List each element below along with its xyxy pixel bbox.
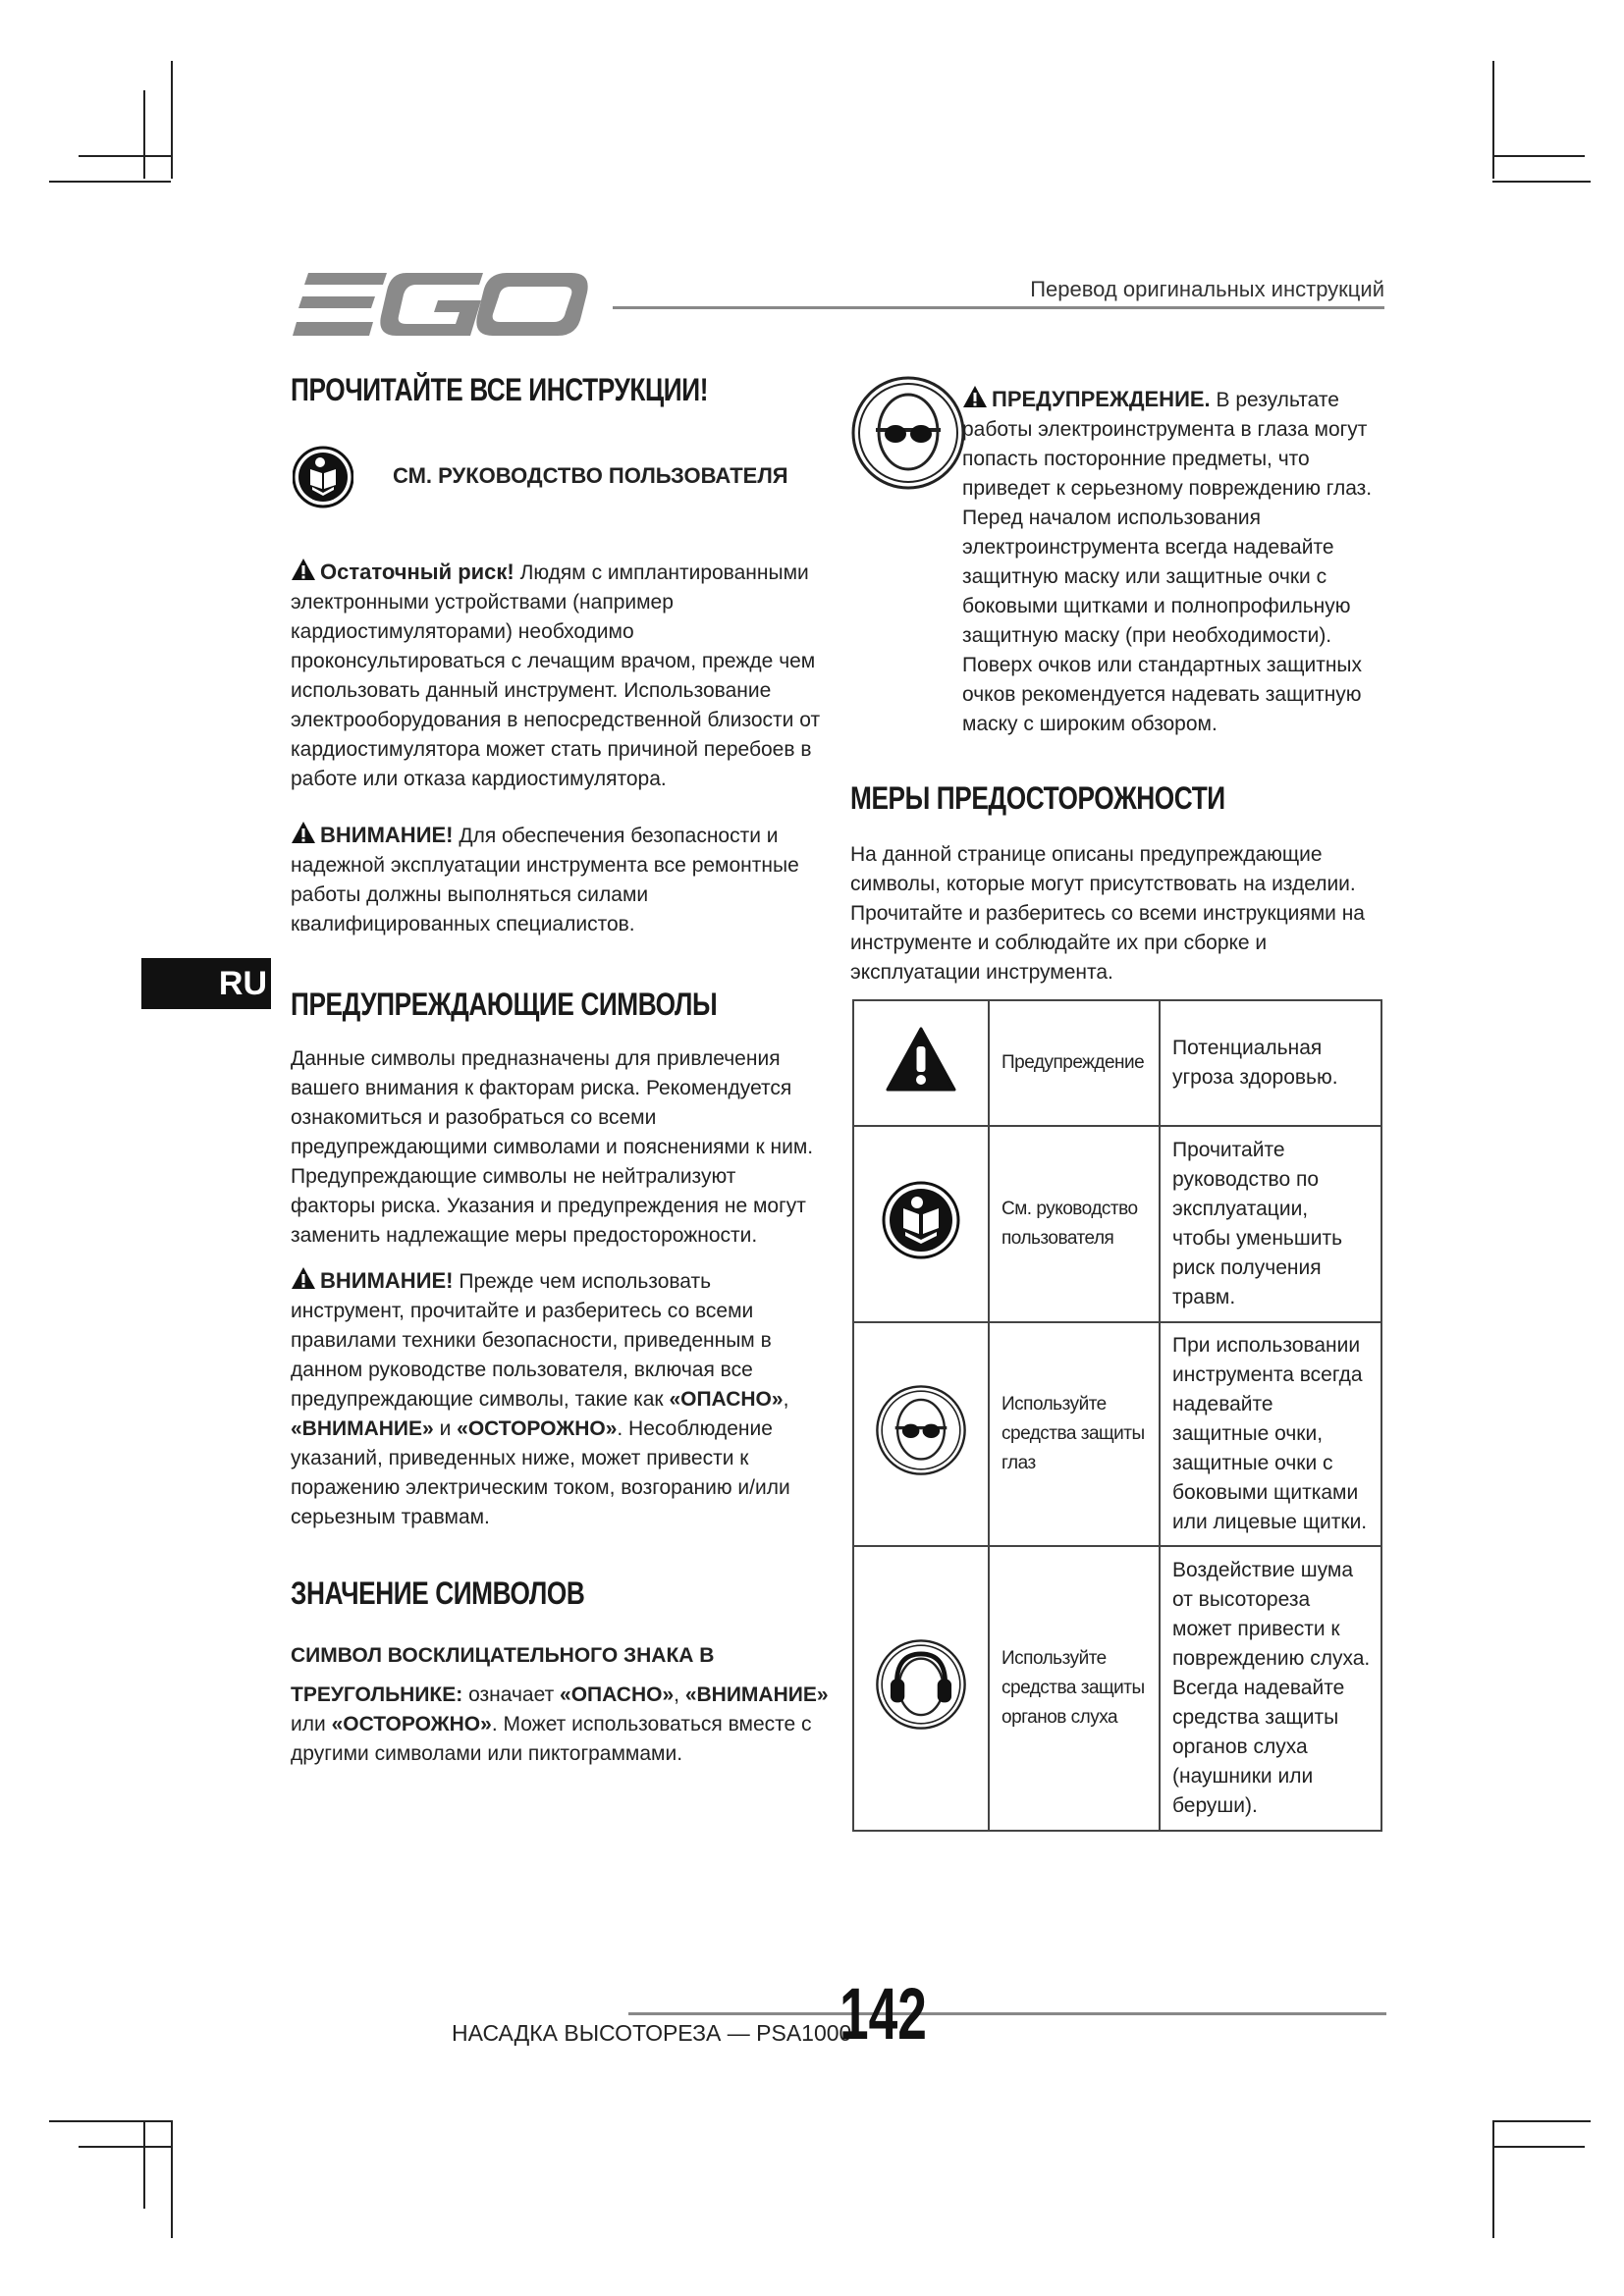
crop-mark [1492, 61, 1494, 179]
warning-triangle-icon [291, 1266, 316, 1290]
crop-mark [143, 90, 145, 179]
crop-mark [79, 155, 171, 157]
header-rule [613, 306, 1384, 309]
footer-rule [628, 2012, 1386, 2015]
attention-rules-lead: ВНИМАНИЕ! [320, 1268, 454, 1293]
crop-mark [1492, 181, 1591, 183]
warning-triangle-icon [962, 385, 988, 408]
eye-protection-icon [850, 375, 966, 491]
table-symbol-desc: Воздействие шума от высотореза может привести к повреждению слуха. Всегда надевайте средства защиты органов слуха (наушники или беруши). [1160, 1546, 1381, 1831]
table-row [853, 1126, 1381, 1322]
table-row [853, 1546, 1381, 1831]
table-icon-cell [853, 1000, 989, 1126]
crop-mark [49, 181, 171, 183]
footer-product: НАСАДКА ВЫСОТОРЕЗА — PSA1000 [452, 2020, 852, 2046]
danger-keyword: «ОПАСНО» [669, 1388, 784, 1411]
language-tab-label: RU [218, 965, 267, 1002]
attention-paragraph [291, 821, 801, 939]
attention-lead: ВНИМАНИЕ! [320, 823, 454, 847]
crop-mark [171, 2120, 173, 2238]
table-icon-cell [853, 1322, 989, 1546]
residual-risk-text: Людям с имплантированными электронными устройствами (например кардиостимуляторами) необходимо проконсультироваться с лечащим врачом, прежде чем использовать данный инструмент. Использование электрооборудования в непосредственной близости от кардиостимулятора может стать причиной перебоев в работе или отказа кардиостимулятора. [291, 561, 821, 790]
warning-triangle-icon [291, 821, 316, 844]
residual-risk-paragraph [291, 558, 821, 794]
warning-symbols-text: Данные символы предназначены для привлечения вашего внимания к факторам риска. Рекомендуется ознакомиться и разобраться со всеми предупреждающими символами и пояснениями к ним. Предупреждающие символы не нейтрализуют факторы риска. Указания и предупреждения не могут заменить надлежащие меры предосторожности. [291, 1047, 814, 1247]
crop-mark [1492, 155, 1585, 157]
table-symbol-name: Используйте средства защиты глаз [989, 1322, 1160, 1546]
precautions-text: На данной странице описаны предупреждающие символы, которые могут присутствовать на изделии. Прочитайте и разберитесь со всеми инструкциями на инструменте и соблюдайте их при сборке и эксплуатации инструмента. [850, 843, 1365, 984]
eye-warning-lead: ПРЕДУПРЕЖДЕНИЕ. [992, 387, 1211, 411]
attention-text: Для обеспечения безопасности и надежной эксплуатации инструмента все ремонтные работы должны выполняться силами квалифицированных специалистов. [291, 825, 799, 935]
crop-mark [143, 2120, 145, 2209]
caution-keyword: «ОСТОРОЖНО» [457, 1417, 618, 1440]
residual-risk-lead: Остаточный риск! [320, 560, 514, 584]
crop-mark [171, 61, 173, 179]
warning-triangle-icon [291, 558, 316, 581]
eye-protection-icon [875, 1384, 967, 1476]
table-icon-cell [853, 1546, 989, 1831]
table-row [853, 1000, 1381, 1126]
crop-mark [1492, 2146, 1585, 2148]
warning-symbols-title: ПРЕДУПРЕЖДАЮЩИЕ СИМВОЛЫ [291, 987, 718, 1022]
table-symbol-name: См. руководство пользователя [989, 1126, 1160, 1322]
read-manual-icon [293, 436, 353, 518]
table-row [853, 1322, 1381, 1546]
ego-logo [291, 267, 589, 344]
exclamation-lead: ТРЕУГОЛЬНИКЕ: [291, 1683, 463, 1706]
symbol-meaning-title: ЗНАЧЕНИЕ СИМВОЛОВ [291, 1575, 585, 1611]
attention-rules-paragraph: ВНИМАНИЕ! Прежде чем использовать инструмент, прочитайте и разберитесь со всеми правилами техники безопасности, приведенным в данном руководстве пользователя, включая все предупреждающие символы, такие как «ОПАСНО», «ВНИМАНИЕ» и «ОСТОРОЖНО». Несоблюдение указаний, приведенных ниже, может привести к поражению электрическим током, возгоранию и/или серьезным травмам. [291, 1268, 790, 1528]
header-subtitle: Перевод оригинальных инструкций [1030, 277, 1384, 301]
attention-rules-text: Прежде чем использовать инструмент, прочитайте и разберитесь со всеми правилами техники безопасности, приведенным в данном руководстве пользователя, включая все предупреждающие символы, такие как [291, 1270, 772, 1411]
table-symbol-name: Предупреждение [989, 1000, 1160, 1126]
precautions-title: МЕРЫ ПРЕДОСТОРОЖНОСТИ [850, 780, 1225, 816]
table-symbol-desc: Прочитайте руководство по эксплуатации, чтобы уменьшить риск получения травм. [1160, 1126, 1381, 1322]
crop-mark [79, 2146, 171, 2148]
warning-triangle-icon [886, 1027, 956, 1092]
table-symbol-name: Используйте средства защиты органов слуха [989, 1546, 1160, 1831]
crop-mark [49, 2120, 171, 2122]
hearing-protection-icon [875, 1638, 967, 1731]
exclamation-heading: СИМВОЛ ВОСКЛИЦАТЕЛЬНОГО ЗНАКА В [291, 1644, 715, 1667]
exclamation-paragraph: ТРЕУГОЛЬНИКЕ: означает «ОПАСНО», «ВНИМАНИЕ» или «ОСТОРОЖНО». Может использоваться вместе с другими символами или пиктограммами. [291, 1683, 829, 1765]
symbols-table [852, 999, 1382, 1832]
attention-keyword: «ВНИМАНИЕ» [291, 1417, 434, 1440]
table-symbol-desc: Потенциальная угроза здоровью. [1160, 1000, 1381, 1126]
read-instructions-title: ПРОЧИТАЙТЕ ВСЕ ИНСТРУКЦИИ! [291, 372, 709, 407]
table-icon-cell [853, 1126, 989, 1322]
table-symbol-desc: При использовании инструмента всегда надевайте защитные очки, защитные очки с боковыми щитками или лицевые щитки. [1160, 1322, 1381, 1546]
eye-warning-text: В результате работы электроинструмента в глаза могут попасть посторонние предметы, что приведет к серьезному повреждению глаз. Перед началом использования электроинструмента всегда надевайте защитную маску или защитные очки с боковыми щитками и полнопрофильную защитную маску (при необходимости). Поверх очков или стандартных защитных очков рекомендуется надевать защитную маску с широким обзором. [962, 389, 1373, 735]
crop-mark [1492, 2120, 1494, 2238]
crop-mark [1492, 2120, 1591, 2122]
page-number: 142 [839, 1973, 927, 2055]
manual-label: СМ. РУКОВОДСТВО ПОЛЬЗОВАТЕЛЯ [393, 463, 788, 488]
read-manual-icon [882, 1181, 960, 1259]
eye-warning-paragraph [962, 385, 1375, 739]
